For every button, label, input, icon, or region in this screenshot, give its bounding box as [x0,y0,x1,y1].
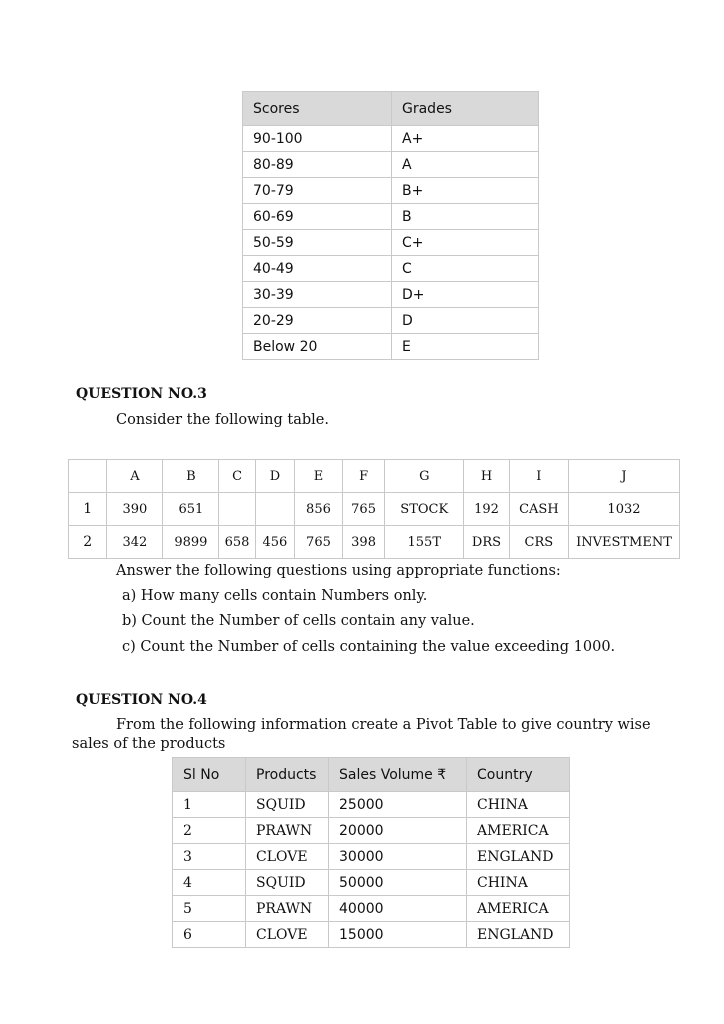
product-cell: SQUID [246,870,329,896]
table-cell [219,493,255,526]
table-cell: 651 [163,493,219,526]
score-cell: 80-89 [243,152,392,178]
table-cell: 765 [295,526,343,559]
grade-table-header-row [243,92,539,126]
country-cell: ENGLAND [467,844,570,870]
table-cell: CASH [509,493,568,526]
table-cell: 1032 [568,493,679,526]
question-3-instruction: Answer the following questions using appropriate functions: [116,563,561,579]
sl-no-cell: 6 [173,922,246,948]
table-row [173,922,570,948]
grade-cell: B+ [392,178,539,204]
table-cell: 155T [385,526,464,559]
table-cell: CRS [509,526,568,559]
column-header: Grades [392,92,539,126]
question-3-item-b: b) Count the Number of cells contain any value. [122,613,475,629]
table-cell: DRS [464,526,510,559]
table-row [69,493,680,526]
grade-cell: E [392,334,539,360]
country-cell: CHINA [467,870,570,896]
column-header: A [107,460,163,493]
table-cell: 9899 [163,526,219,559]
table-cell: 342 [107,526,163,559]
table-cell: 856 [295,493,343,526]
sales-volume-cell: 20000 [329,818,467,844]
table-cell: 398 [342,526,385,559]
country-cell: ENGLAND [467,922,570,948]
table-row [243,334,539,360]
grade-cell: A [392,152,539,178]
table-row [243,204,539,230]
table-cell: 192 [464,493,510,526]
column-header: H [464,460,510,493]
score-cell: 40-49 [243,256,392,282]
grade-cell: B [392,204,539,230]
column-header: Sales Volume ₹ [329,758,467,792]
column-header: Sl No [173,758,246,792]
score-cell: 90-100 [243,126,392,152]
sales-volume-cell: 30000 [329,844,467,870]
product-cell: CLOVE [246,922,329,948]
table-cell: 765 [342,493,385,526]
table-row [173,818,570,844]
grade-cell: D [392,308,539,334]
row-header: 2 [69,526,107,559]
grade-cell: C [392,256,539,282]
score-cell: 50-59 [243,230,392,256]
question-4-heading: QUESTION NO.4 [76,692,207,708]
column-header: Country [467,758,570,792]
column-header: G [385,460,464,493]
table-row [173,870,570,896]
table-row [243,126,539,152]
score-cell: 30-39 [243,282,392,308]
table-row [243,282,539,308]
grade-cell: C+ [392,230,539,256]
table-row [243,256,539,282]
table-row [173,844,570,870]
score-cell: 60-69 [243,204,392,230]
table-cell: INVESTMENT [568,526,679,559]
table-cell: STOCK [385,493,464,526]
column-header: J [568,460,679,493]
table-cell [255,493,294,526]
column-header: C [219,460,255,493]
sl-no-cell: 4 [173,870,246,896]
table-row [243,230,539,256]
sl-no-cell: 5 [173,896,246,922]
product-cell: SQUID [246,792,329,818]
product-cell: PRAWN [246,818,329,844]
cells-table-header-row [69,460,680,493]
sl-no-cell: 2 [173,818,246,844]
table-row [243,308,539,334]
sl-no-cell: 3 [173,844,246,870]
question-3-item-c: c) Count the Number of cells containing the value exceeding 1000. [122,639,616,655]
table-row [69,526,680,559]
question-3-item-a: a) How many cells contain Numbers only. [122,588,428,604]
grade-cell: A+ [392,126,539,152]
column-header: Products [246,758,329,792]
sales-volume-cell: 40000 [329,896,467,922]
column-header: B [163,460,219,493]
table-cell: 390 [107,493,163,526]
column-header: I [509,460,568,493]
grade-cell: D+ [392,282,539,308]
cells-table [68,459,680,559]
table-row [173,896,570,922]
column-header: Scores [243,92,392,126]
question-3-heading: QUESTION NO.3 [76,386,207,402]
product-cell: CLOVE [246,844,329,870]
score-cell: 20-29 [243,308,392,334]
column-header: E [295,460,343,493]
table-cell: 456 [255,526,294,559]
sales-table-header-row [173,758,570,792]
grade-table [242,91,539,360]
country-cell: AMERICA [467,818,570,844]
question-4-intro-line-2: sales of the products [72,736,226,752]
table-row [173,792,570,818]
column-header: F [342,460,385,493]
country-cell: AMERICA [467,896,570,922]
country-cell: CHINA [467,792,570,818]
table-row [243,178,539,204]
score-cell: 70-79 [243,178,392,204]
sales-volume-cell: 50000 [329,870,467,896]
table-cell: 658 [219,526,255,559]
sales-table [172,757,570,948]
sales-volume-cell: 25000 [329,792,467,818]
corner-cell [69,460,107,493]
sales-volume-cell: 15000 [329,922,467,948]
sl-no-cell: 1 [173,792,246,818]
row-header: 1 [69,493,107,526]
column-header: D [255,460,294,493]
question-4-intro-line-1: From the following information create a Pivot Table to give country wise [116,717,651,733]
product-cell: PRAWN [246,896,329,922]
score-cell: Below 20 [243,334,392,360]
table-row [243,152,539,178]
question-3-intro: Consider the following table. [116,412,329,428]
